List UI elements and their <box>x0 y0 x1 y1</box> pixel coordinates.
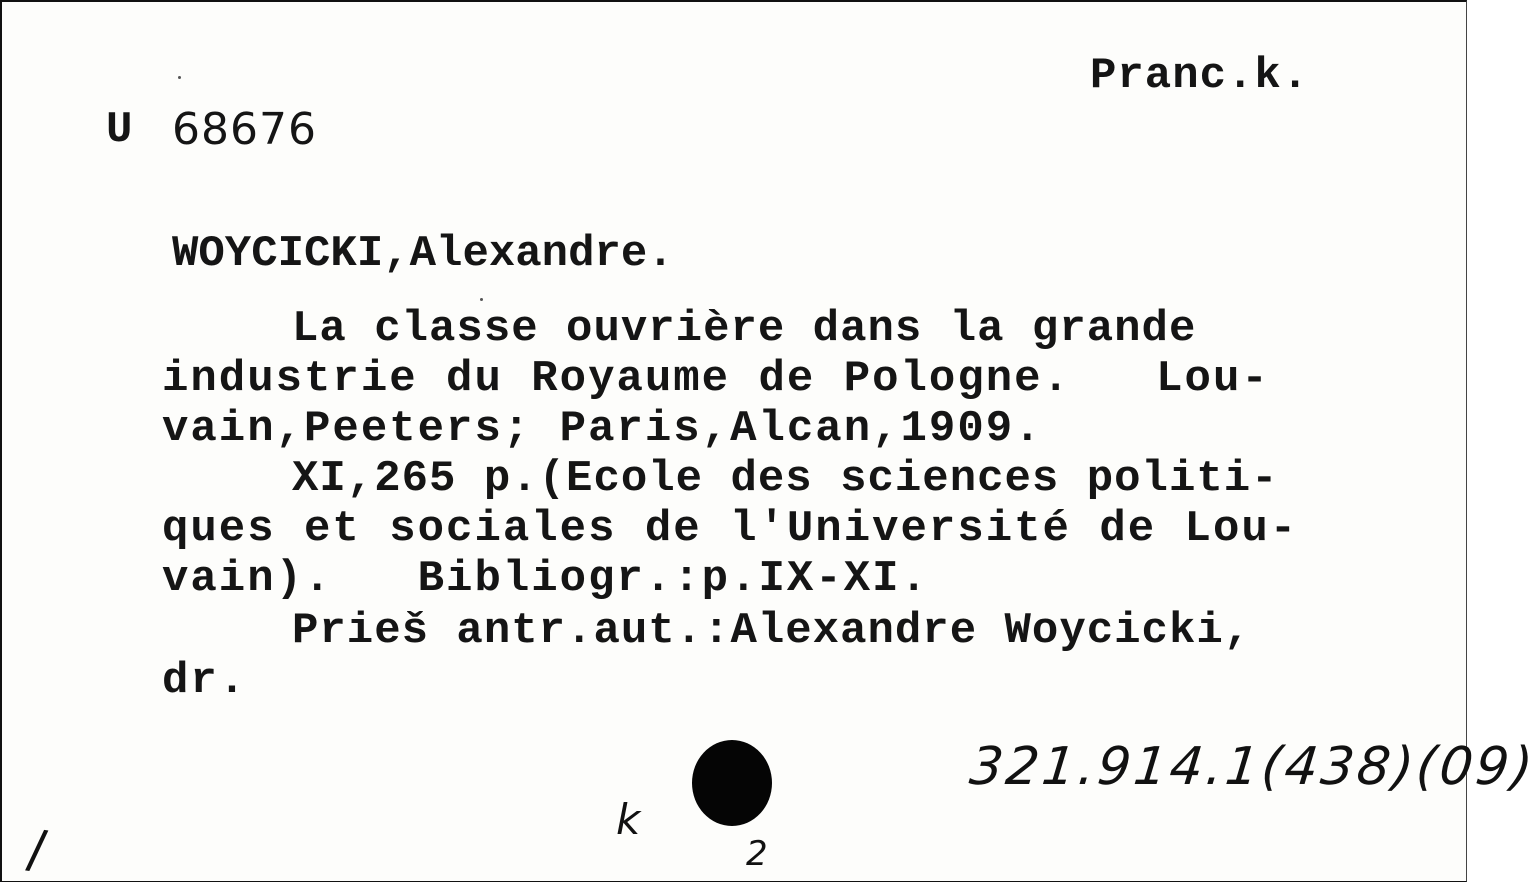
author-heading: WOYCICKI,Alexandre. <box>172 229 674 279</box>
handwritten-stroke: / <box>23 819 50 881</box>
collation-line-1: XI,265 p.(Ecole des sciences politi- <box>292 454 1279 504</box>
speck <box>178 76 181 79</box>
call-letters: U <box>106 105 134 155</box>
note-line-1: Prieš antr.aut.:Alexandre Woycicki, <box>292 606 1252 656</box>
imprint-line: vain,Peeters; Paris,Alcan,1909. <box>162 404 1043 454</box>
title-line-2: industrie du Royaume de Pologne. Lou- <box>162 354 1270 404</box>
handwritten-classmark: 321.914.1(438)(09) <box>966 737 1538 797</box>
collation-line-3: vain). Bibliogr.:p.IX-XI. <box>162 554 929 604</box>
title-line-1: La classe ouvrière dans la grande <box>292 304 1197 354</box>
punch-hole <box>692 740 772 826</box>
collection-mark: Pranc.k. <box>1090 51 1310 101</box>
speck <box>480 298 483 301</box>
handwritten-2: 2 <box>746 834 768 874</box>
note-line-2: dr. <box>162 656 248 706</box>
handwritten-k: k <box>616 795 641 844</box>
call-number: 68676 <box>172 104 317 155</box>
collation-line-2: ques et sociales de l'Université de Lou- <box>162 504 1299 554</box>
